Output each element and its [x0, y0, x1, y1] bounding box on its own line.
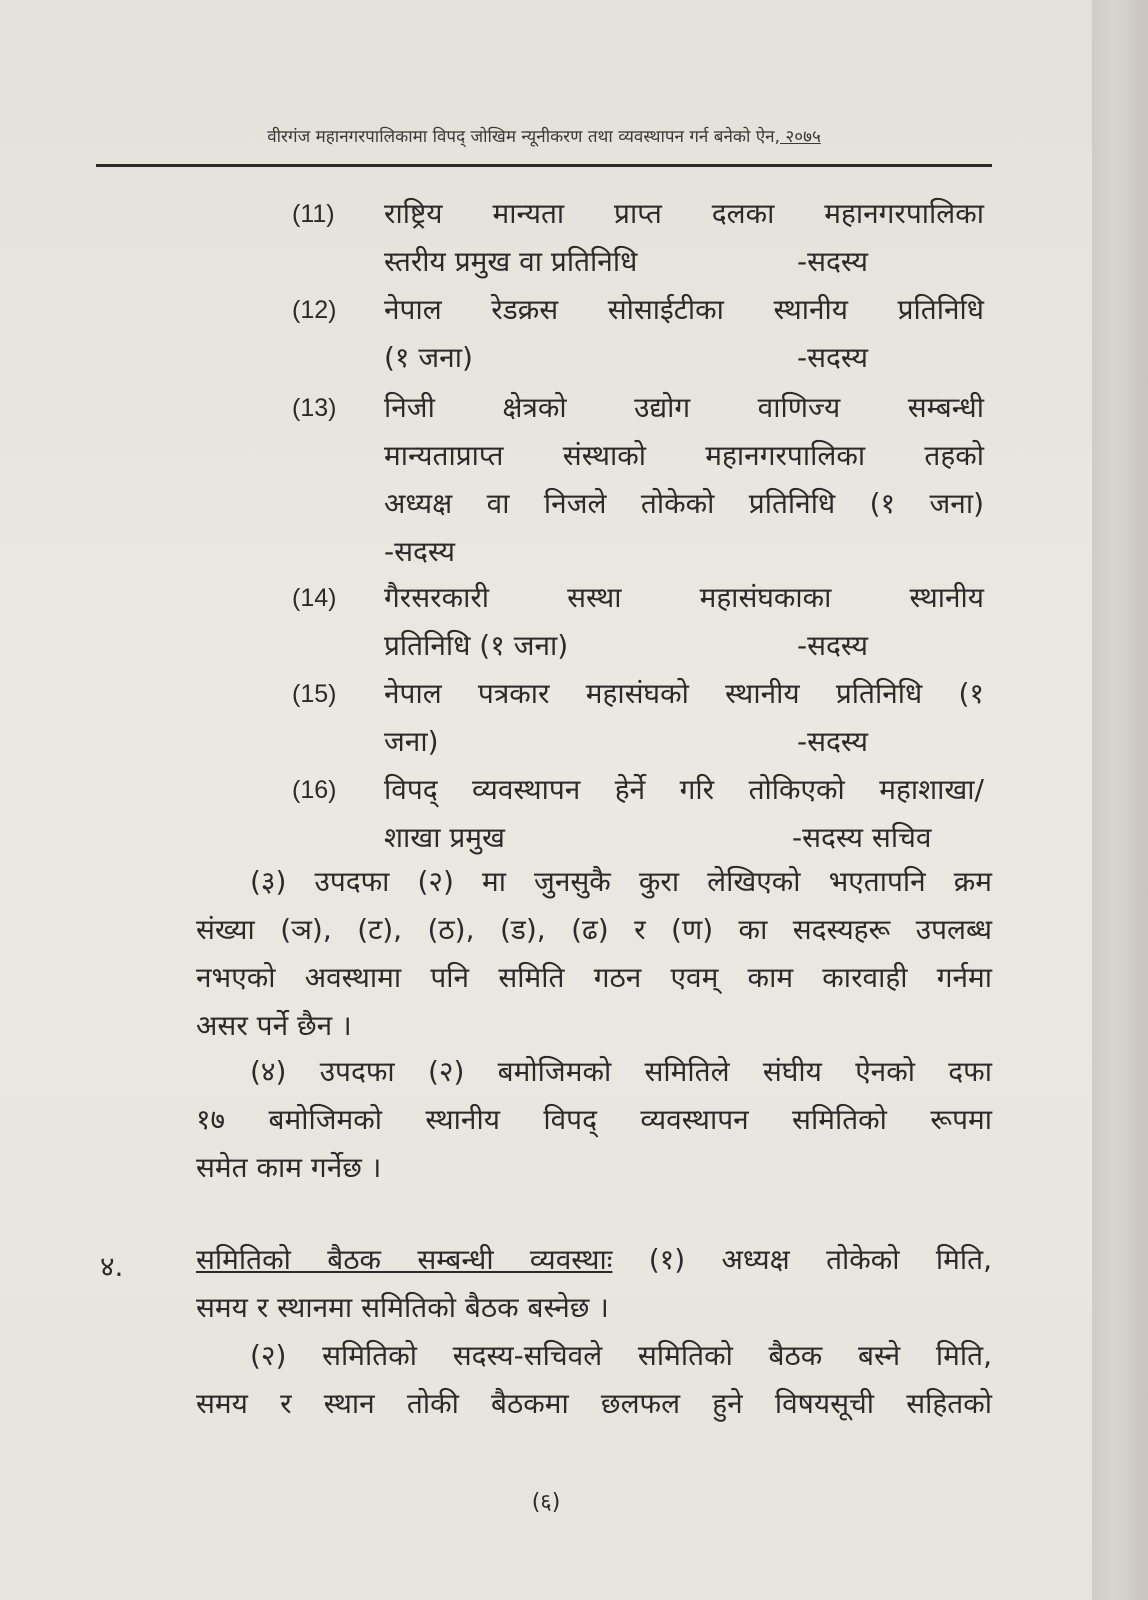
section-first-line [196, 1236, 992, 1284]
item-role: -सदस्य [797, 245, 869, 278]
item-role: -सदस्य [797, 341, 869, 374]
subclause-3 [196, 858, 992, 1050]
paragraph-line: समेत काम गर्नेछ । [196, 1151, 382, 1184]
item-text-line: स्तरीय प्रमुख वा प्रतिनिधि [384, 245, 638, 278]
page-edge-shadow [1092, 0, 1148, 1600]
header-year: २०७५ [780, 127, 821, 147]
paragraph-line: (३) उपदफा (२) मा जुनसुकै कुरा लेखिएको भएतापनि क्रम [250, 865, 992, 898]
item-role: -सदस्य [797, 725, 869, 758]
item-text-line: राष्ट्रिय मान्यता प्राप्त दलका महानगरपालिका [384, 197, 984, 230]
item-role: -सदस्य [384, 535, 456, 568]
paragraph-line: समय र स्थानमा समितिको बैठक बस्नेछ । [196, 1291, 609, 1324]
item-number: (14) [292, 584, 337, 612]
section-number: ४. [100, 1250, 124, 1283]
item-text-line: प्रतिनिधि (१ जना) [384, 629, 569, 662]
header-title: वीरगंज महानगरपालिकामा विपद् जोखिम न्यूनीकरण तथा व्यवस्थापन गर्न बनेको ऐन, [267, 127, 781, 147]
item-text-line: गैरसरकारी सस्था महासंघकाका स्थानीय [384, 581, 984, 614]
section-4 [196, 1236, 992, 1428]
subclause-4 [196, 1048, 992, 1192]
section-heading: समितिको बैठक सम्बन्धी व्यवस्थाः [196, 1243, 613, 1276]
item-text-line: जना) [384, 725, 439, 758]
item-text-line: निजी क्षेत्रको उद्योग वाणिज्य सम्बन्धी [384, 391, 984, 424]
item-role: -सदस्य सचिव [792, 821, 932, 854]
running-header [96, 124, 992, 147]
paragraph-text: (१) अध्यक्ष तोकेको मिति, [612, 1243, 992, 1276]
header-rule [96, 164, 992, 167]
item-number: (12) [292, 296, 337, 324]
item-number: (13) [292, 394, 337, 422]
paragraph-line: (४) उपदफा (२) बमोजिमको समितिले संघीय ऐनको दफा [250, 1055, 992, 1088]
item-text-line: (१ जना) [384, 341, 473, 374]
item-text-line: विपद् व्यवस्थापन हेर्ने गरि तोकिएको महाशाखा/ [384, 773, 984, 806]
item-text-line: मान्यताप्राप्त संस्थाको महानगरपालिका तहको [384, 439, 984, 472]
item-number: (16) [292, 776, 337, 804]
page-number: (६) [531, 1490, 561, 1515]
paragraph-line: नभएको अवस्थामा पनि समिति गठन एवम् काम कारवाही गर्नमा [196, 961, 992, 994]
item-text-line: शाखा प्रमुख [384, 821, 505, 854]
item-role: -सदस्य [797, 629, 869, 662]
item-text-line: नेपाल पत्रकार महासंघको स्थानीय प्रतिनिधि (१ [384, 677, 984, 710]
paragraph-line: संख्या (ञ), (ट), (ठ), (ड), (ढ) र (ण) का सदस्यहरू उपलब्ध [196, 913, 992, 946]
paragraph-line: (२) समितिको सदस्य-सचिवले समितिको बैठक बस्ने मिति, [250, 1339, 992, 1372]
paragraph-line: १७ बमोजिमको स्थानीय विपद् व्यवस्थापन समितिको रूपमा [196, 1103, 992, 1136]
item-text-line: अध्यक्ष वा निजले तोकेको प्रतिनिधि (१ जना) [384, 487, 984, 520]
item-text-line: नेपाल रेडक्रस सोसाईटीका स्थानीय प्रतिनिधि [384, 293, 984, 326]
item-number: (11) [292, 200, 335, 228]
paragraph-line: असर पर्ने छैन । [196, 1009, 352, 1042]
paragraph-line: समय र स्थान तोकी बैठकमा छलफल हुने विषयसूची सहितको [196, 1387, 992, 1420]
item-number: (15) [292, 680, 337, 708]
